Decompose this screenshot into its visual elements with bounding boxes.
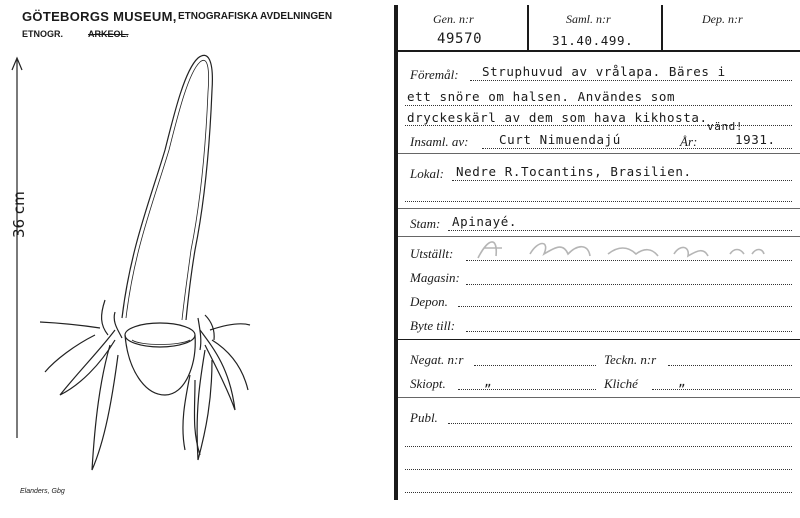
foremal-line-3: dryckeskärl av dem som hava kikhosta. xyxy=(407,110,708,125)
kliche-dotline xyxy=(652,389,792,390)
stam-value: Apinayé. xyxy=(452,214,518,229)
object-drawing xyxy=(0,0,395,518)
foremal-line-2: ett snöre om halsen. Användes som xyxy=(407,89,676,104)
museum-name: GÖTEBORGS MUSEUM, xyxy=(22,9,177,24)
feather-right-1 xyxy=(200,330,235,410)
ar-value: 1931. xyxy=(735,132,776,147)
ar-label: År: xyxy=(680,134,698,149)
magasin-dotline xyxy=(466,284,792,285)
negat-label: Negat. n:r xyxy=(410,352,464,367)
publ-dotline-1 xyxy=(448,423,792,424)
saml-nr-label: Saml. n:r xyxy=(566,12,611,26)
section-rule-1 xyxy=(398,153,800,154)
skiopt-dotline xyxy=(458,389,596,390)
skiopt-value: „ xyxy=(484,374,493,389)
section-rule-2 xyxy=(398,208,800,209)
gen-nr-label: Gen. n:r xyxy=(433,12,474,26)
feather-left-2 xyxy=(92,345,118,470)
publ-dotline-3 xyxy=(405,469,792,470)
department-name: ETNOGRAFISKA AVDELNINGEN xyxy=(178,11,333,22)
stam-label: Stam: xyxy=(410,216,441,231)
dep-nr-label: Dep. n:r xyxy=(702,12,743,26)
kliche-value: „ xyxy=(678,374,687,389)
section-rule-5 xyxy=(398,397,800,398)
lokal-dotline-2 xyxy=(405,201,792,202)
card-left-border xyxy=(394,5,398,500)
cord xyxy=(122,55,212,320)
skiopt-label: Skiopt. xyxy=(410,376,446,391)
publ-label: Publ. xyxy=(410,410,438,425)
top-box-divider-2 xyxy=(661,5,663,50)
utstallt-dotline xyxy=(466,260,792,261)
magasin-label: Magasin: xyxy=(410,270,460,285)
depon-label: Depon. xyxy=(410,294,448,309)
publ-dotline-2 xyxy=(405,446,792,447)
top-box-bottom-border xyxy=(398,50,800,52)
insaml-value: Curt Nimuendajú xyxy=(499,132,621,147)
publ-dotline-4 xyxy=(405,492,792,493)
feather-right-3 xyxy=(210,324,250,390)
saml-nr-value: 31.40.499. xyxy=(552,33,634,48)
arkeol-label: ARKEOL. xyxy=(88,29,129,39)
lokal-label: Lokal: xyxy=(410,166,444,181)
kliche-label: Kliché xyxy=(604,376,638,391)
scale-label: 36 cm xyxy=(10,191,28,238)
foremal-dotline-1 xyxy=(470,80,792,81)
etnogr-label: ETNOGR. xyxy=(22,29,64,39)
byte-till-dotline xyxy=(466,331,792,332)
top-box-divider-1 xyxy=(527,5,529,50)
bowl-rim xyxy=(125,323,195,347)
gen-nr-value: 49570 xyxy=(437,31,483,47)
teckn-dotline xyxy=(668,365,792,366)
foremal-line-1: Struphuvud av vrålapa. Bäres i xyxy=(482,64,726,79)
negat-dotline xyxy=(474,365,596,366)
feather-left-1 xyxy=(60,330,115,395)
feather-right-2 xyxy=(197,350,212,460)
lokal-value: Nedre R.Tocantins, Brasilien. xyxy=(456,164,692,179)
vand-note: vänd! xyxy=(707,120,744,133)
foremal-label: Föremål: xyxy=(410,67,459,82)
teckn-label: Teckn. n:r xyxy=(604,352,657,367)
lokal-dotline xyxy=(452,180,792,181)
section-rule-4 xyxy=(398,339,800,340)
feather-left-3 xyxy=(40,322,100,372)
byte-till-label: Byte till: xyxy=(410,318,456,333)
depon-dotline xyxy=(458,306,792,307)
stam-dotline xyxy=(448,230,792,231)
foremal-dotline-2 xyxy=(405,105,792,106)
insaml-label: Insaml. av: xyxy=(410,134,469,149)
insaml-dotline xyxy=(482,148,792,149)
printer-credit: Elanders, Gbg xyxy=(20,488,65,495)
utstallt-label: Utställt: xyxy=(410,246,454,261)
